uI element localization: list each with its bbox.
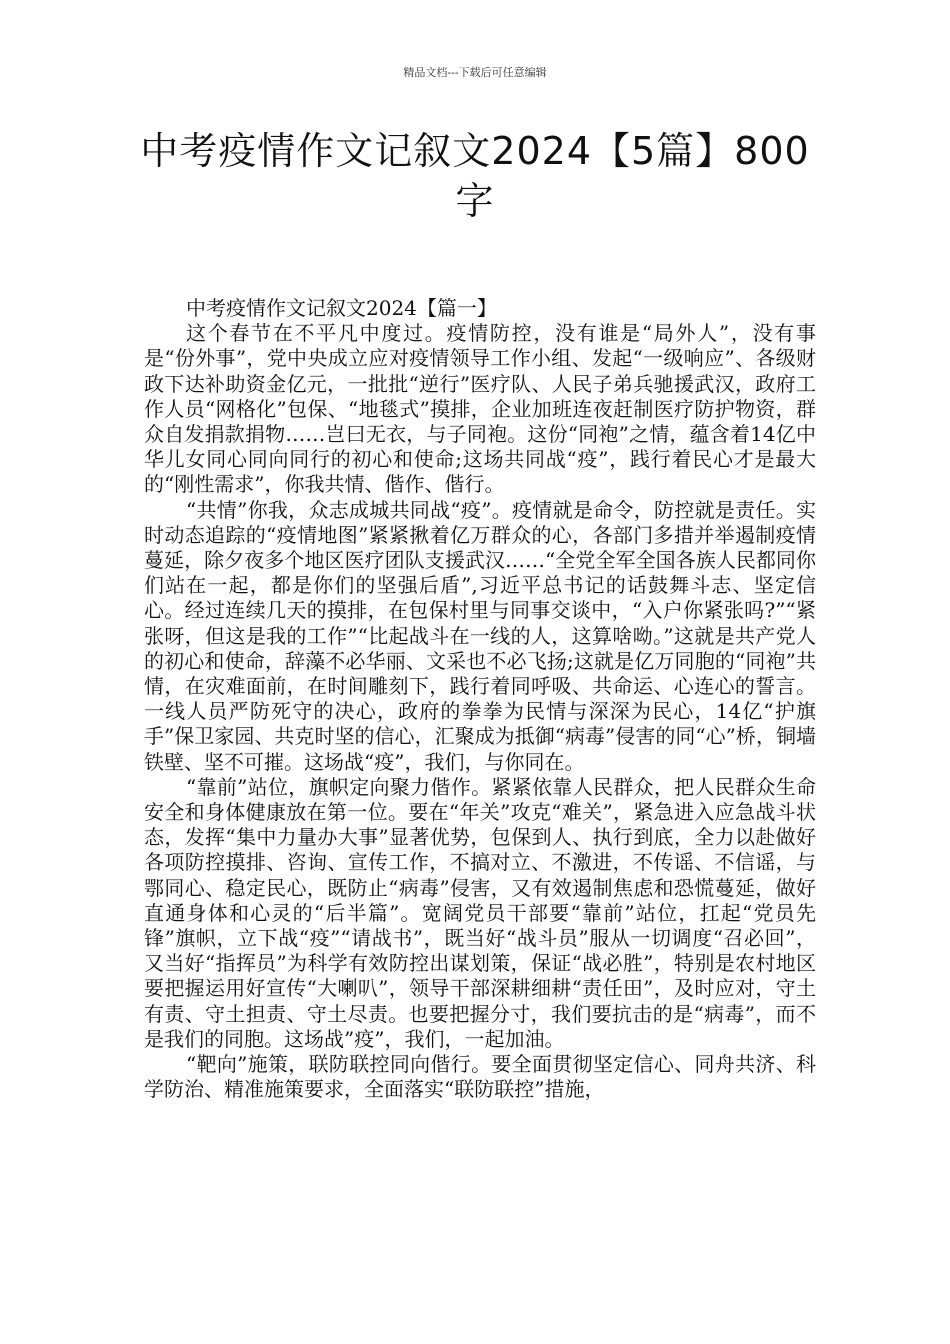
paragraph-4: “靶向”施策，联防联控同向偕行。要全面贯彻坚定信心、同舟共济、科学防治、精准施策要求，全面落实“联防联控”措施， <box>144 1052 816 1102</box>
section-heading: 中考疫情作文记叙文2024【篇一】 <box>186 296 497 320</box>
paragraph-1: 这个春节在不平凡中度过。疫情防控，没有谁是“局外人”，没有事是“份外事”，党中央成立应对疫情领导工作小组、发起“一级响应”、各级财政下达补助资金亿元，一批批“逆行”医疗队、人民子弟兵驰援武汉，政府工作人员“网格化”包保、“地毯式”摸排，企业加班连夜赶制医疗防护物资，群众自发捐款捐物……岂曰无衣，与子同袍。这份“同袍”之情，蕴含着14亿中华儿女同心同向同行的初心和使命;这场共同战“疫”，践行着民心才是最大的“刚性需求”，你我共情、偕作、偕行。 <box>144 321 816 497</box>
header-note: 精品文档---下载后可任意编辑 <box>403 66 547 79</box>
paragraph-2: “共情”你我，众志成城共同战“疫”。疫情就是命令，防控就是责任。实时动态追踪的“疫情地图”紧紧揪着亿万群众的心，各部门多措并举遏制疫情蔓延，除夕夜多个地区医疗团队支援武汉……“全党全军全国各族人民都同你们站在一起，都是你们的坚强后盾”,习近平总书记的话鼓舞斗志、坚定信心。经过连续几天的摸排，在包保村里与同事交谈中，“入户你紧张吗?”“紧张呀，但这是我的工作”“比起战斗在一线的人，这算啥呦。”这就是共产党人的初心和使命，辞藻不必华丽、文采也不必飞扬;这就是亿万同胞的“同袍”共情，在灾难面前，在时间雕刻下，践行着同呼吸、共命运、心连心的誓言。一线人员严防死守的决心，政府的拳拳为民情与深深为民心，14亿“护旗手”保卫家园、共克时坚的信心，汇聚成为抵御“病毒”侵害的同“心”桥，铜墙铁壁、坚不可摧。这场战“疫”，我们，与你同在。 <box>144 497 816 774</box>
document-title: 中考疫情作文记叙文2024【5篇】800字 <box>140 129 810 223</box>
document-body <box>144 296 816 1103</box>
paragraph-3: “靠前”站位，旗帜定向聚力偕作。紧紧依靠人民群众，把人民群众生命安全和身体健康放在第一位。要在“年关”攻克“难关”，紧急进入应急战斗状态，发挥“集中力量办大事”显著优势，包保到人、执行到底，全力以赴做好各项防控摸排、咨询、宣传工作，不搞对立、不激进，不传谣、不信谣，与鄂同心、稳定民心，既防止“病毒”侵害，又有效遏制焦虑和恐慌蔓延，做好直通身体和心灵的“后半篇”。宽阔党员干部要“靠前”站位，扛起“党员先锋”旗帜，立下战“疫”“请战书”，既当好“战斗员”服从一切调度“召必回”，又当好“指挥员”为科学有效防控出谋划策，保证“战必胜”，特别是农村地区要把握运用好宣传“大喇叭”，领导干部深耕细耕“责任田”，及时应对，守土有责、守土担责、守土尽责。也要把握分寸，我们要抗击的是“病毒”，而不是我们的同胞。这场战”疫”，我们，一起加油。 <box>144 774 816 1051</box>
